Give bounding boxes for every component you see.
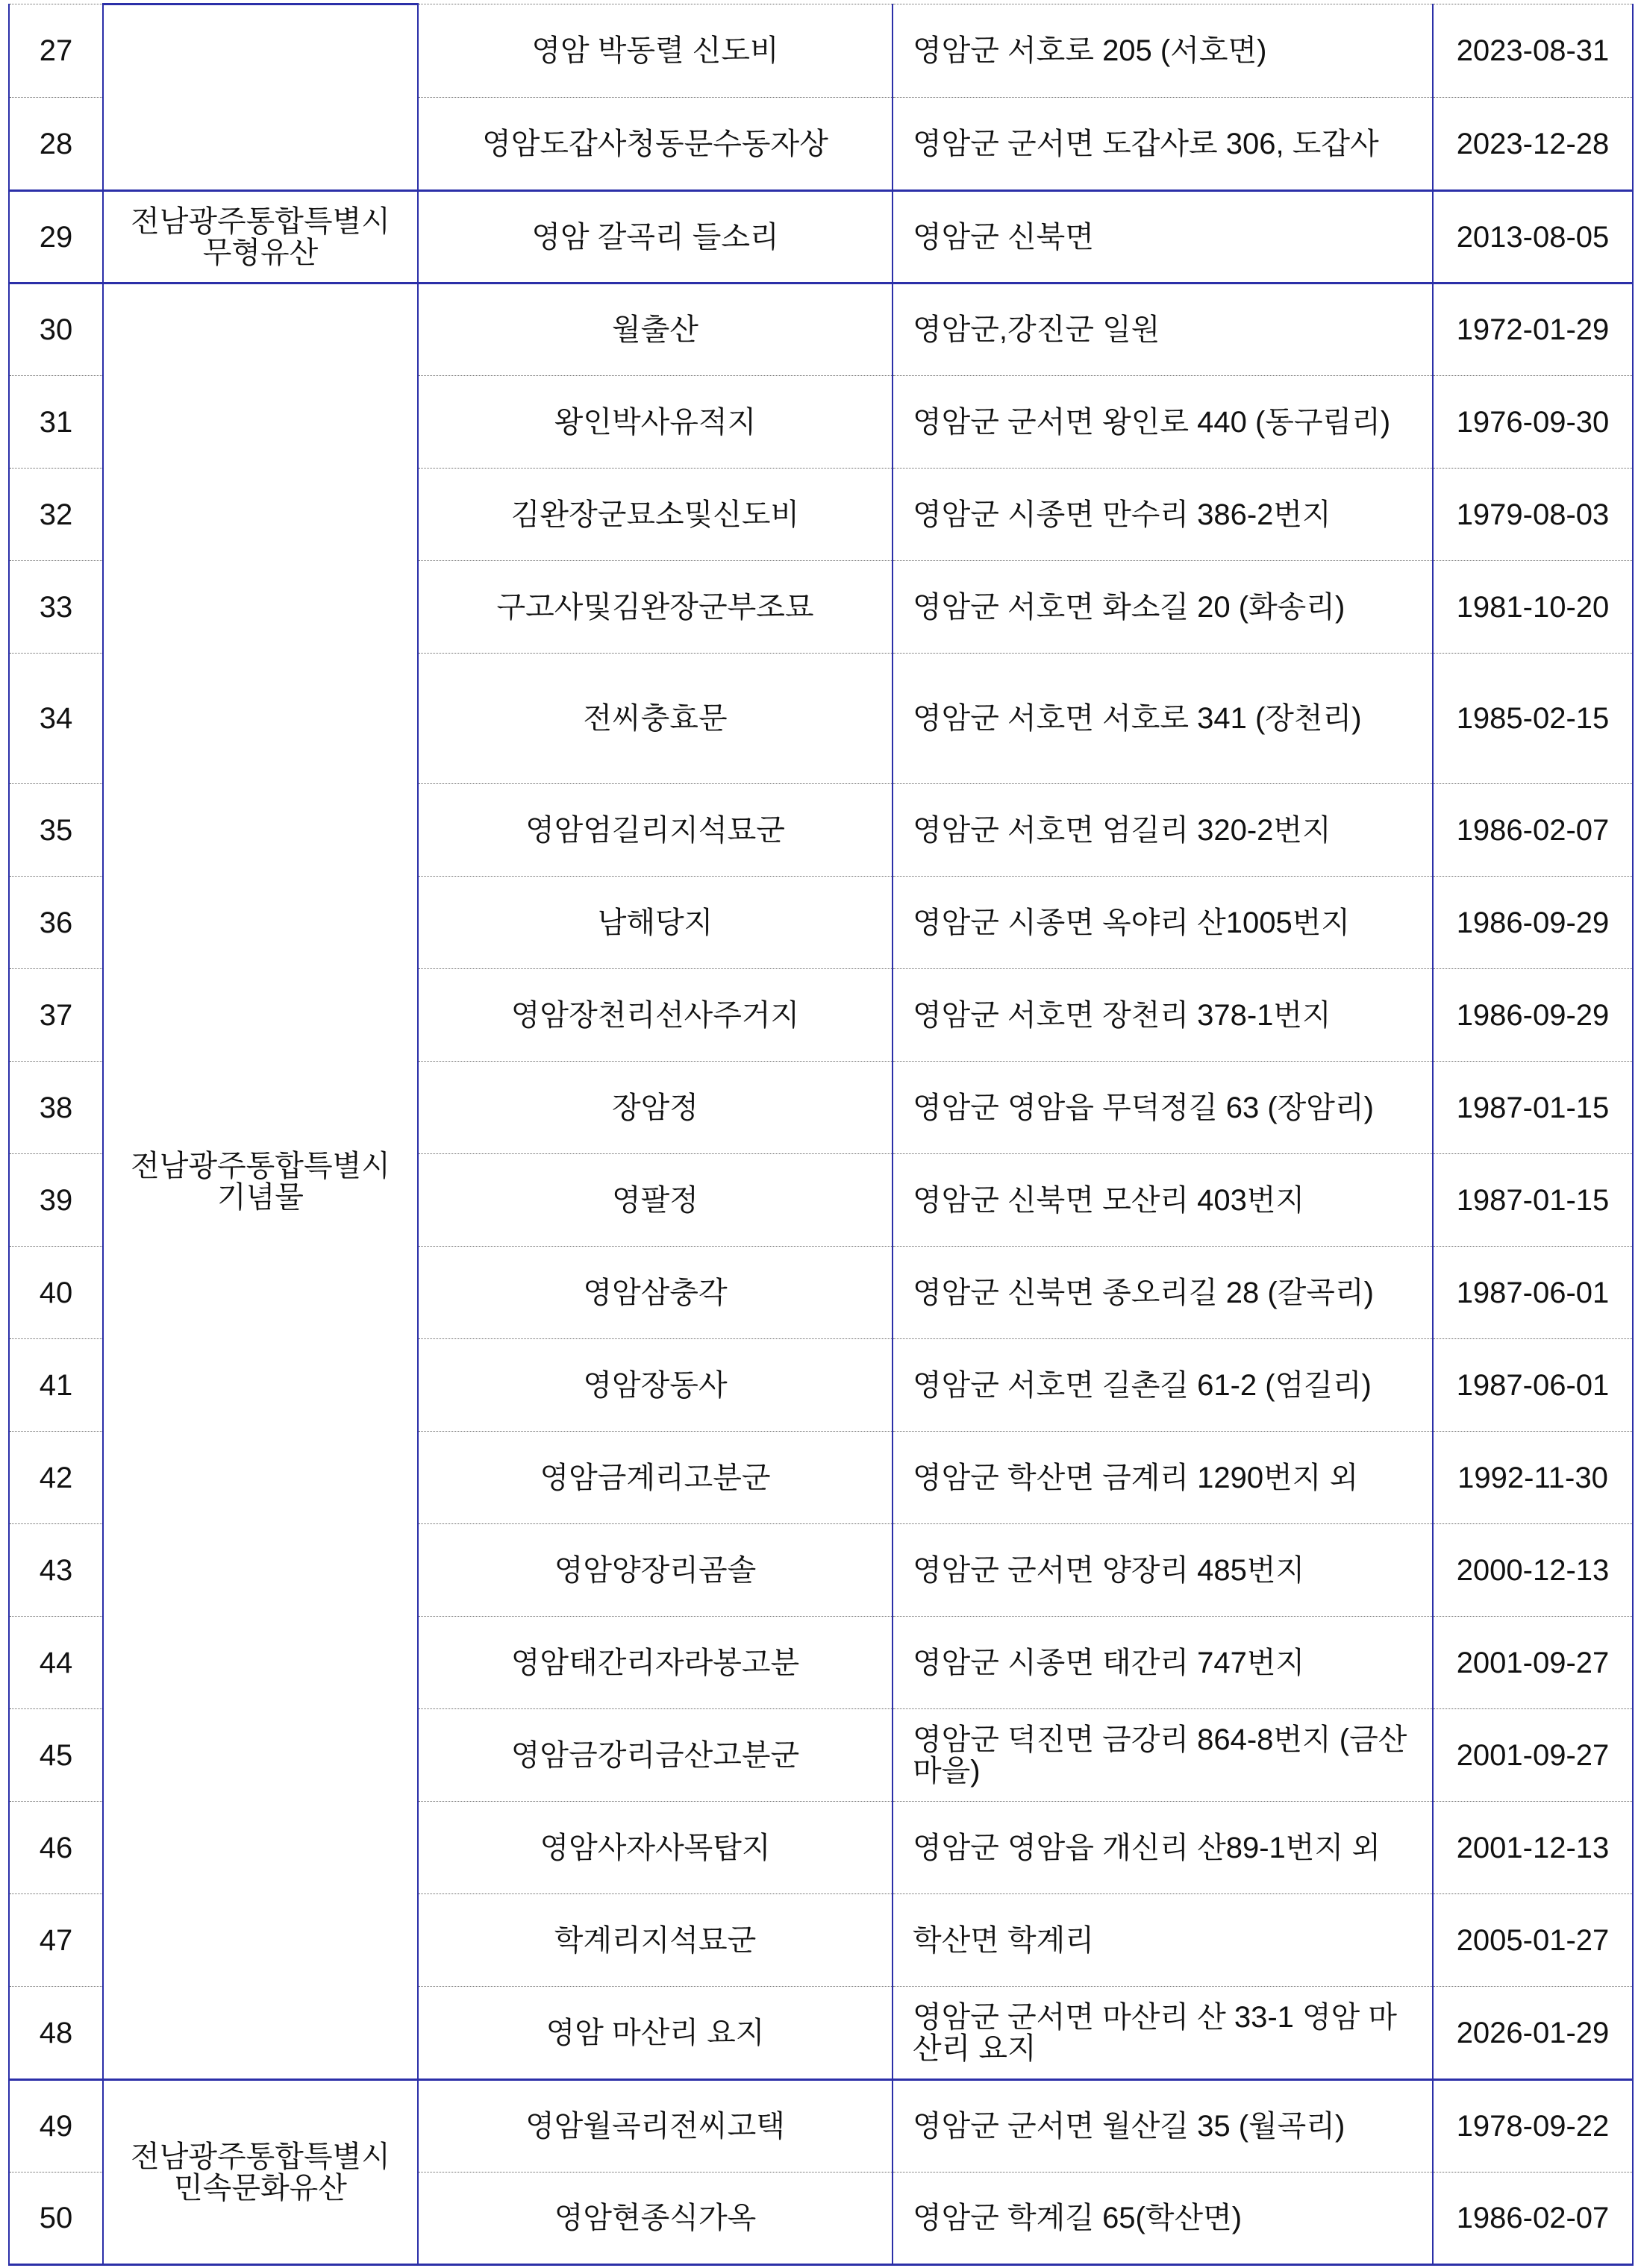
designation-date: 1978-09-22 (1433, 2080, 1633, 2173)
heritage-name: 영암 박동렬 신도비 (418, 4, 893, 98)
heritage-name: 영암도갑사청동문수동자상 (418, 98, 893, 191)
heritage-address: 영암군 영암읍 개신리 산89-1번지 외 (893, 1802, 1433, 1894)
heritage-address: 영암군 신북면 모산리 403번지 (893, 1154, 1433, 1247)
row-number: 27 (9, 4, 103, 98)
designation-date: 1987-06-01 (1433, 1339, 1633, 1432)
category-monument (103, 284, 418, 2080)
heritage-address: 영암군 서호면 장천리 378-1번지 (893, 969, 1433, 1062)
category-cell-continued (103, 4, 418, 191)
category-line2: 민속문화유산 (174, 2171, 347, 2205)
heritage-name: 구고사및김완장군부조묘 (418, 561, 893, 654)
row-number: 48 (9, 1987, 103, 2080)
row-number: 46 (9, 1802, 103, 1894)
designation-date: 1987-01-15 (1433, 1154, 1633, 1247)
row-number: 28 (9, 98, 103, 191)
heritage-name: 영암금강리금산고분군 (418, 1709, 893, 1802)
category-line2: 기념물 (217, 1180, 304, 1214)
heritage-name: 영암금계리고분군 (418, 1432, 893, 1524)
heritage-name: 영암월곡리전씨고택 (418, 2080, 893, 2173)
row-number: 50 (9, 2173, 103, 2265)
heritage-address: 학산면 학계리 (893, 1894, 1433, 1987)
designation-date: 2001-09-27 (1433, 1709, 1633, 1802)
category-intangible (103, 191, 418, 284)
heritage-name: 왕인박사유적지 (418, 376, 893, 469)
row-number: 34 (9, 654, 103, 784)
designation-date: 1986-02-07 (1433, 2173, 1633, 2265)
heritage-name: 영암 마산리 요지 (418, 1987, 893, 2080)
heritage-name: 장암정 (418, 1062, 893, 1154)
heritage-name: 영암삼충각 (418, 1247, 893, 1339)
row-number: 35 (9, 784, 103, 877)
designation-date: 2013-08-05 (1433, 191, 1633, 284)
heritage-name: 월출산 (418, 284, 893, 376)
heritage-address: 영암군 학산면 금계리 1290번지 외 (893, 1432, 1433, 1524)
row-number: 43 (9, 1524, 103, 1617)
designation-date: 1986-09-29 (1433, 877, 1633, 969)
heritage-address: 영암군 군서면 양장리 485번지 (893, 1524, 1433, 1617)
table-row (9, 2080, 1633, 2173)
category-line1: 전남광주통합특별시 (131, 2140, 390, 2173)
heritage-name: 영암태간리자라봉고분 (418, 1617, 893, 1709)
designation-date: 1985-02-15 (1433, 654, 1633, 784)
designation-date: 1987-06-01 (1433, 1247, 1633, 1339)
designation-date: 1986-02-07 (1433, 784, 1633, 877)
designation-date: 1981-10-20 (1433, 561, 1633, 654)
category-line2: 무형유산 (202, 236, 319, 269)
heritage-name: 영암장동사 (418, 1339, 893, 1432)
designation-date: 1976-09-30 (1433, 376, 1633, 469)
row-number: 37 (9, 969, 103, 1062)
row-number: 49 (9, 2080, 103, 2173)
heritage-address: 영암군 서호면 길촌길 61-2 (엄길리) (893, 1339, 1433, 1432)
designation-date: 2005-01-27 (1433, 1894, 1633, 1987)
row-number: 39 (9, 1154, 103, 1247)
row-number: 44 (9, 1617, 103, 1709)
row-number: 38 (9, 1062, 103, 1154)
heritage-address: 영암군 시종면 태간리 747번지 (893, 1617, 1433, 1709)
category-folk (103, 2080, 418, 2265)
designation-date: 2023-08-31 (1433, 4, 1633, 98)
heritage-address: 영암군 덕진면 금강리 864-8번지 (금산마을) (893, 1709, 1433, 1802)
row-number: 36 (9, 877, 103, 969)
designation-date: 2023-12-28 (1433, 98, 1633, 191)
row-number: 33 (9, 561, 103, 654)
row-number: 45 (9, 1709, 103, 1802)
heritage-address: 영암군 군서면 왕인로 440 (동구림리) (893, 376, 1433, 469)
designation-date: 1979-08-03 (1433, 469, 1633, 561)
heritage-address: 영암군 군서면 월산길 35 (월곡리) (893, 2080, 1433, 2173)
table-row (9, 191, 1633, 284)
designation-date: 2001-12-13 (1433, 1802, 1633, 1894)
heritage-address: 영암군 서호면 엄길리 320-2번지 (893, 784, 1433, 877)
row-number: 40 (9, 1247, 103, 1339)
heritage-address: 영암군 군서면 도갑사로 306, 도갑사 (893, 98, 1433, 191)
table-row (9, 4, 1633, 98)
table-row (9, 284, 1633, 376)
designation-date: 1972-01-29 (1433, 284, 1633, 376)
heritage-name: 학계리지석묘군 (418, 1894, 893, 1987)
row-number: 41 (9, 1339, 103, 1432)
heritage-address: 영암군 서호로 205 (서호면) (893, 4, 1433, 98)
row-number: 29 (9, 191, 103, 284)
heritage-address: 영암군,강진군 일원 (893, 284, 1433, 376)
designation-date: 1987-01-15 (1433, 1062, 1633, 1154)
heritage-name: 영암양장리곰솔 (418, 1524, 893, 1617)
row-number: 42 (9, 1432, 103, 1524)
row-number: 31 (9, 376, 103, 469)
heritage-address: 영암군 서호면 서호로 341 (장천리) (893, 654, 1433, 784)
heritage-address: 영암군 군서면 마산리 산 33-1 영암 마산리 요지 (893, 1987, 1433, 2080)
heritage-name: 영암엄길리지석묘군 (418, 784, 893, 877)
heritage-name: 김완장군묘소및신도비 (418, 469, 893, 561)
heritage-name: 남해당지 (418, 877, 893, 969)
heritage-address: 영암군 신북면 (893, 191, 1433, 284)
heritage-name: 영암 갈곡리 들소리 (418, 191, 893, 284)
designation-date: 2026-01-29 (1433, 1987, 1633, 2080)
heritage-address: 영암군 신북면 종오리길 28 (갈곡리) (893, 1247, 1433, 1339)
designation-date: 2001-09-27 (1433, 1617, 1633, 1709)
designation-date: 2000-12-13 (1433, 1524, 1633, 1617)
row-number: 47 (9, 1894, 103, 1987)
heritage-address: 영암군 영암읍 무덕정길 63 (장암리) (893, 1062, 1433, 1154)
designation-date: 1992-11-30 (1433, 1432, 1633, 1524)
heritage-name: 영암현종식가옥 (418, 2173, 893, 2265)
row-number: 30 (9, 284, 103, 376)
designation-date: 1986-09-29 (1433, 969, 1633, 1062)
category-line1: 전남광주통합특별시 (131, 1149, 390, 1182)
heritage-address: 영암군 서호면 화소길 20 (화송리) (893, 561, 1433, 654)
heritage-name: 전씨충효문 (418, 654, 893, 784)
heritage-address: 영암군 시종면 옥야리 산1005번지 (893, 877, 1433, 969)
heritage-name: 영팔정 (418, 1154, 893, 1247)
row-number: 32 (9, 469, 103, 561)
heritage-table (8, 3, 1634, 2266)
category-line1: 전남광주통합특별시 (131, 204, 390, 238)
heritage-address: 영암군 시종면 만수리 386-2번지 (893, 469, 1433, 561)
heritage-address: 영암군 학계길 65(학산면) (893, 2173, 1433, 2265)
heritage-name: 영암장천리선사주거지 (418, 969, 893, 1062)
heritage-name: 영암사자사목탑지 (418, 1802, 893, 1894)
